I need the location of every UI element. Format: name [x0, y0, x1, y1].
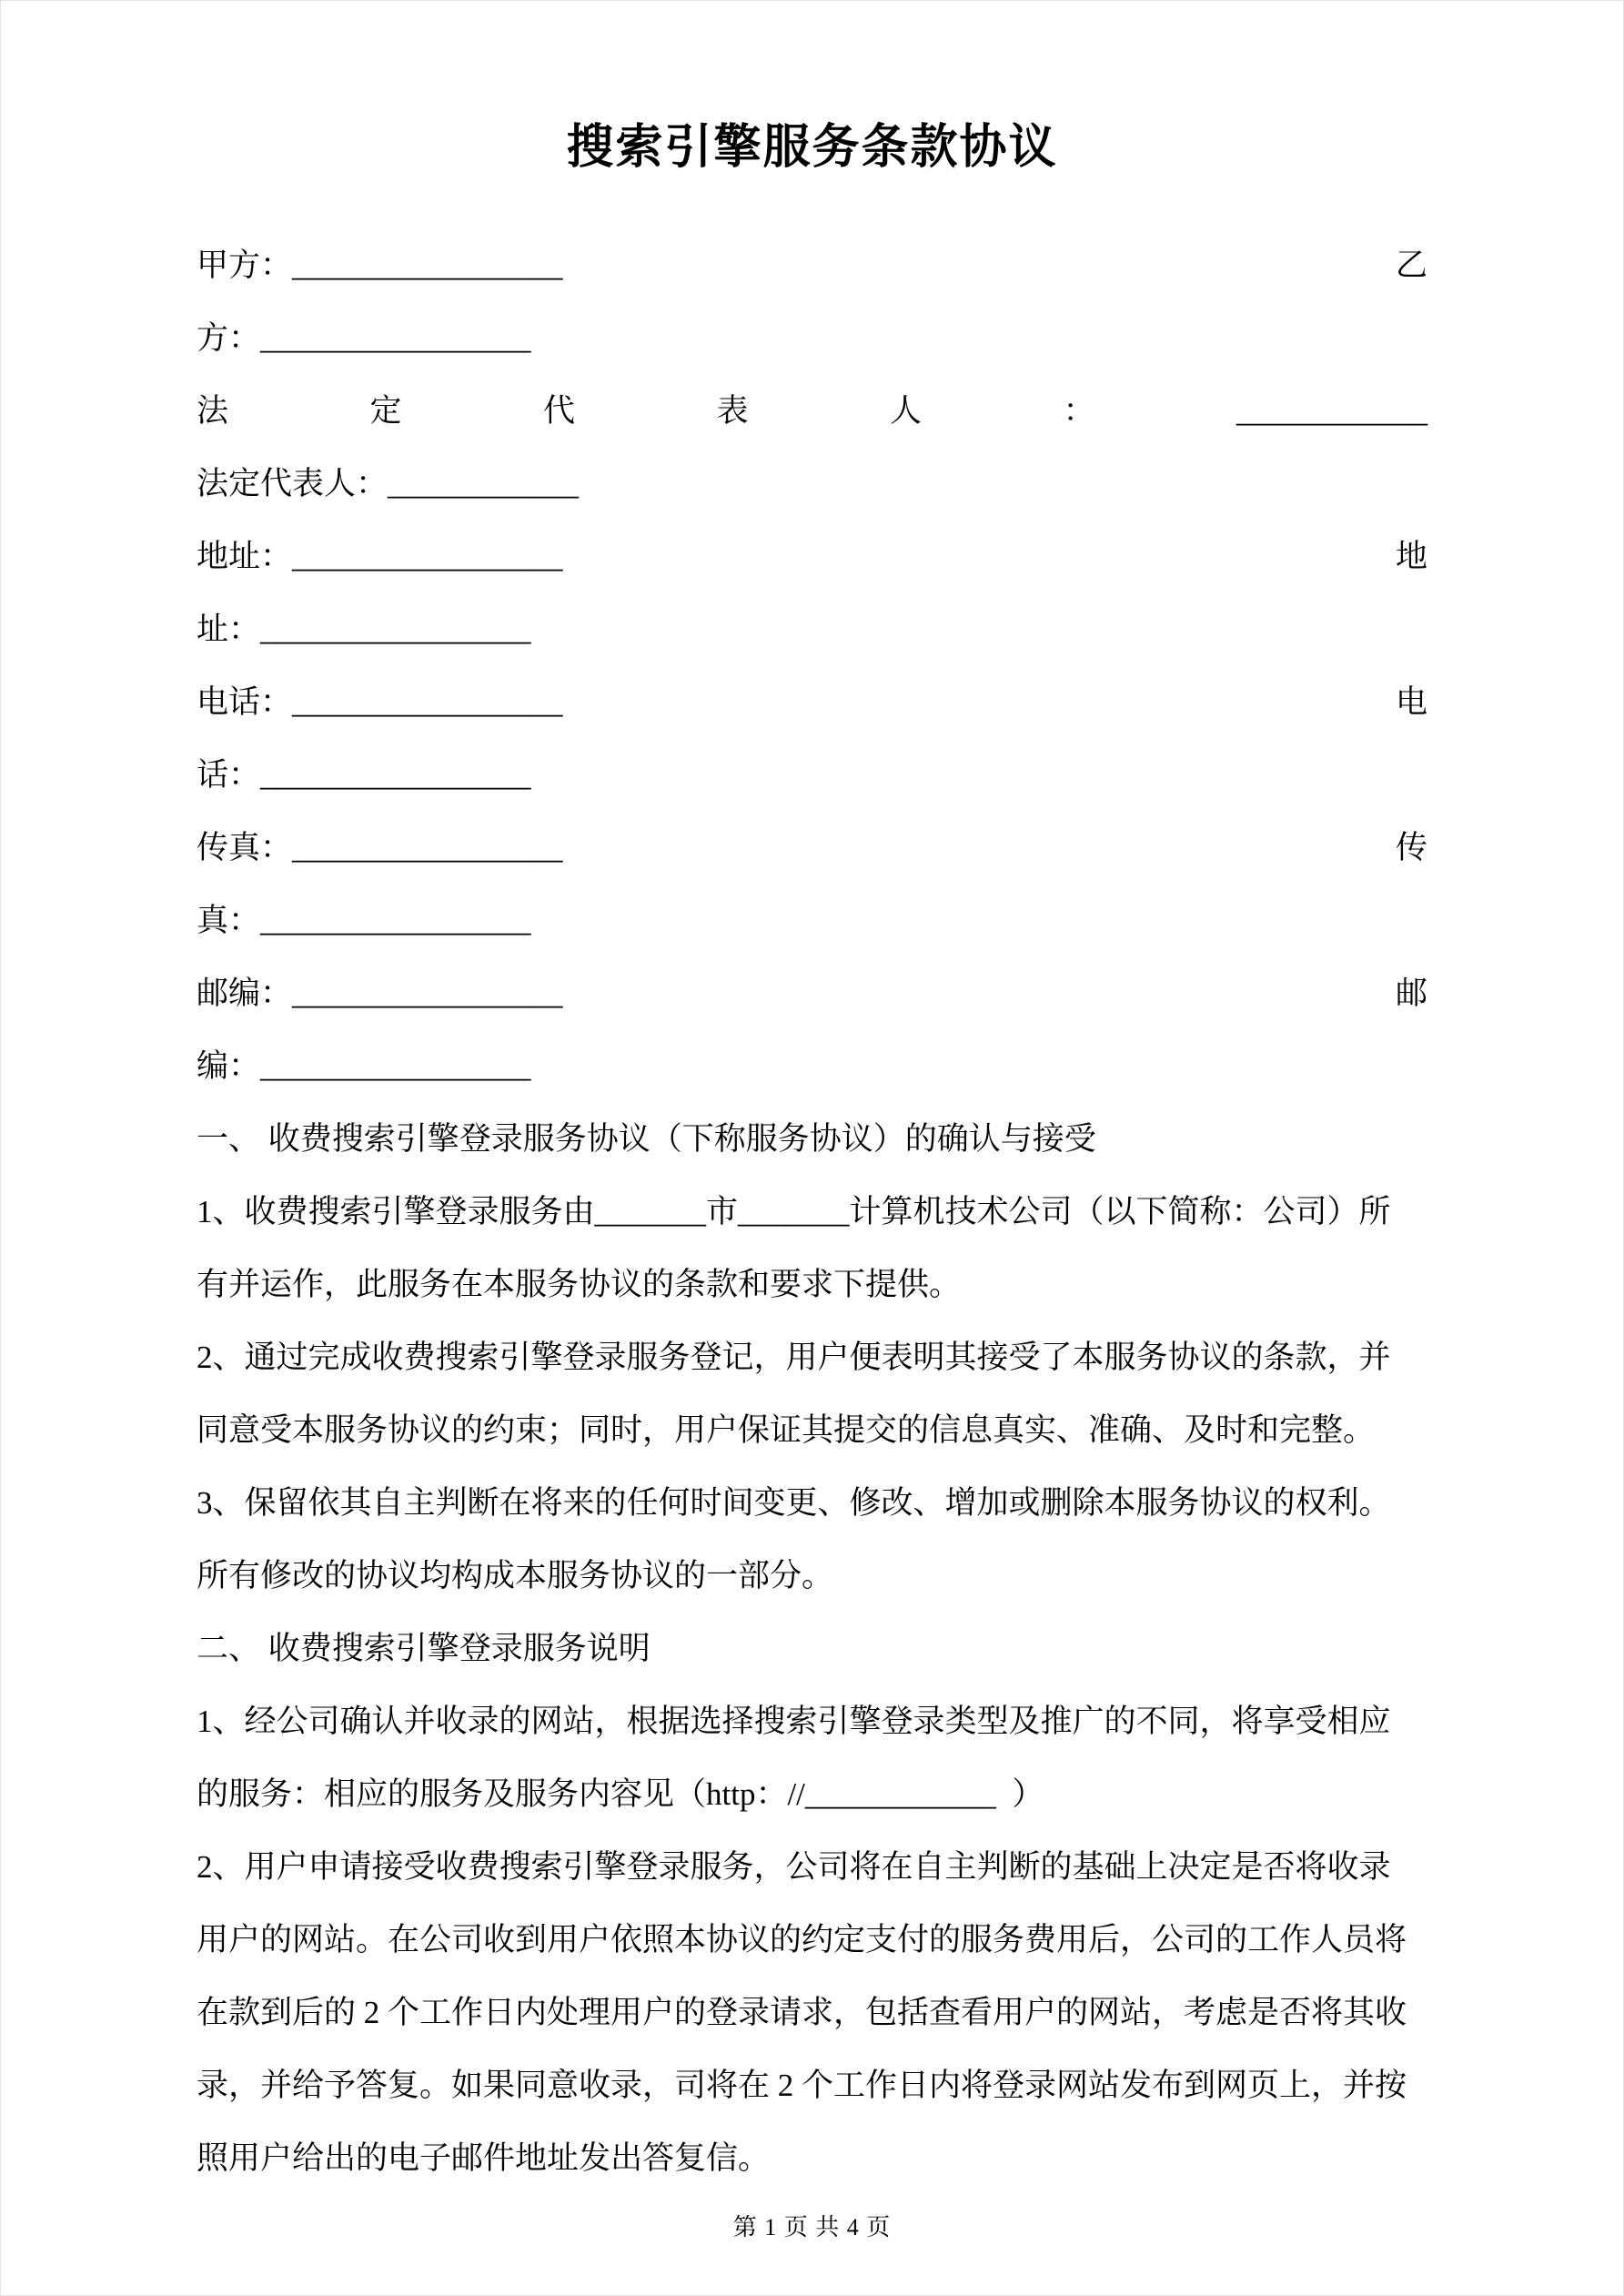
field-hang-char: 邮	[1395, 976, 1427, 1011]
field-label: 传真：	[197, 830, 293, 865]
field-label: 真：	[197, 903, 261, 938]
page-footer: 第 1 页 共 4 页	[732, 2214, 892, 2240]
field-hang-char: 乙	[1395, 248, 1427, 283]
paragraph-line: 用户的网站。在公司收到用户依照本协议的约定支付的服务费用后，公司的工作人员将	[197, 1922, 1407, 1957]
paragraph-line: 1、经公司确认并收录的网站，根据选择搜索引擎登录类型及推广的不同，将享受相应	[197, 1704, 1391, 1739]
field-label: 地址：	[197, 539, 293, 574]
field-blank: ____________	[388, 466, 580, 501]
field-left	[197, 448, 579, 521]
field-blank: _________________	[292, 976, 563, 1011]
spread-char: 法	[197, 393, 229, 429]
agreement-body	[197, 1103, 1427, 2195]
field-left	[197, 957, 563, 1030]
field-blank: _________________	[292, 539, 563, 574]
field-hang-char: 传	[1395, 830, 1427, 865]
spread-char: ：	[1063, 393, 1095, 429]
party-fields-section	[197, 229, 1427, 1103]
paragraph-line: 有并运作，此服务在本服务协议的条款和要求下提供。	[197, 1267, 962, 1302]
field-left	[197, 885, 531, 957]
field-label: 邮编：	[197, 976, 293, 1011]
field-left	[197, 302, 531, 375]
paragraph-line: 的服务：相应的服务及服务内容见（http：//____________ ）	[197, 1776, 1044, 1812]
paragraph-line: 2、通过完成收费搜索引擎登录服务登记，用户便表明其接受了本服务协议的条款，并	[197, 1340, 1391, 1375]
field-label: 编：	[197, 1048, 261, 1084]
field-left	[197, 521, 563, 593]
field-left	[197, 1030, 531, 1103]
paragraph-line: 录，并给予答复。如果同意收录，司将在 2 个工作日内将登录网站发布到网页上，并按	[197, 2068, 1407, 2103]
field-row-party-b-cont	[197, 302, 1427, 375]
field-blank: _________________	[292, 830, 563, 865]
paragraph-line: 所有修改的协议均构成本服务协议的一部分。	[197, 1558, 834, 1593]
field-blank: _________________	[260, 903, 531, 938]
spread-char: 人	[890, 393, 923, 429]
section-heading-2: 二、 收费搜索引擎登录服务说明	[197, 1631, 651, 1666]
field-hang-char: 电	[1395, 684, 1427, 720]
field-row-postcode-a	[197, 957, 1427, 1030]
field-row-address-a	[197, 521, 1427, 593]
paragraph-line: 在款到后的 2 个工作日内处理用户的登录请求，包括查看用户的网站，考虑是否将其收	[197, 1995, 1407, 2030]
section-heading-1: 一、 收费搜索引擎登录服务协议（下称服务协议）的确认与接受	[197, 1121, 1096, 1157]
field-row-phone-a	[197, 666, 1427, 739]
field-blank: _________________	[260, 320, 531, 356]
field-left	[197, 739, 531, 812]
field-blank: _________________	[260, 1048, 531, 1084]
field-row-address-b-cont	[197, 593, 1427, 666]
field-row-postcode-b-cont	[197, 1030, 1427, 1103]
spread-char: 表	[716, 393, 749, 429]
field-blank: _________________	[292, 248, 563, 283]
field-row-legal-rep-justified	[197, 375, 1427, 448]
field-left	[197, 593, 531, 666]
document-content	[1, 1, 1623, 2195]
field-label: 址：	[197, 612, 261, 647]
document-title: 搜索引擎服务条款协议	[566, 122, 1058, 174]
paragraph-line: 3、保留依其自主判断在将来的任何时间变更、修改、增加或删除本服务协议的权利。	[197, 1485, 1391, 1521]
field-blank: _________________	[292, 684, 563, 720]
field-left	[197, 229, 563, 302]
field-hang-char: 地	[1395, 539, 1427, 574]
field-label: 法定代表人：	[197, 466, 388, 501]
paragraph-line: 2、用户申请接受收费搜索引擎登录服务，公司将在自主判断的基础上决定是否将收录	[197, 1849, 1391, 1885]
field-blank: ____________	[1236, 393, 1427, 429]
field-blank: _________________	[260, 757, 531, 793]
field-label: 方：	[197, 320, 261, 356]
paragraph-line: 照用户给出的电子邮件地址发出答复信。	[197, 2140, 771, 2176]
field-label: 甲方：	[197, 248, 293, 283]
field-label: 话：	[197, 757, 261, 793]
paragraph-line: 1、收费搜索引擎登录服务由_______市_______计算机技术公司（以下简称：公司）所	[197, 1194, 1391, 1229]
field-blank: _________________	[260, 612, 531, 647]
field-row-phone-b-cont	[197, 739, 1427, 812]
spread-char: 代	[543, 393, 576, 429]
paragraph-line: 同意受本服务协议的约束；同时，用户保证其提交的信息真实、准确、及时和完整。	[197, 1412, 1376, 1448]
field-left	[197, 812, 563, 885]
field-label: 电话：	[197, 684, 293, 720]
field-row-party-a	[197, 229, 1427, 302]
field-row-fax-a	[197, 812, 1427, 885]
field-row-fax-b-cont	[197, 885, 1427, 957]
field-left	[197, 666, 563, 739]
spread-char: 定	[369, 393, 402, 429]
field-row-legal-rep	[197, 448, 1427, 521]
